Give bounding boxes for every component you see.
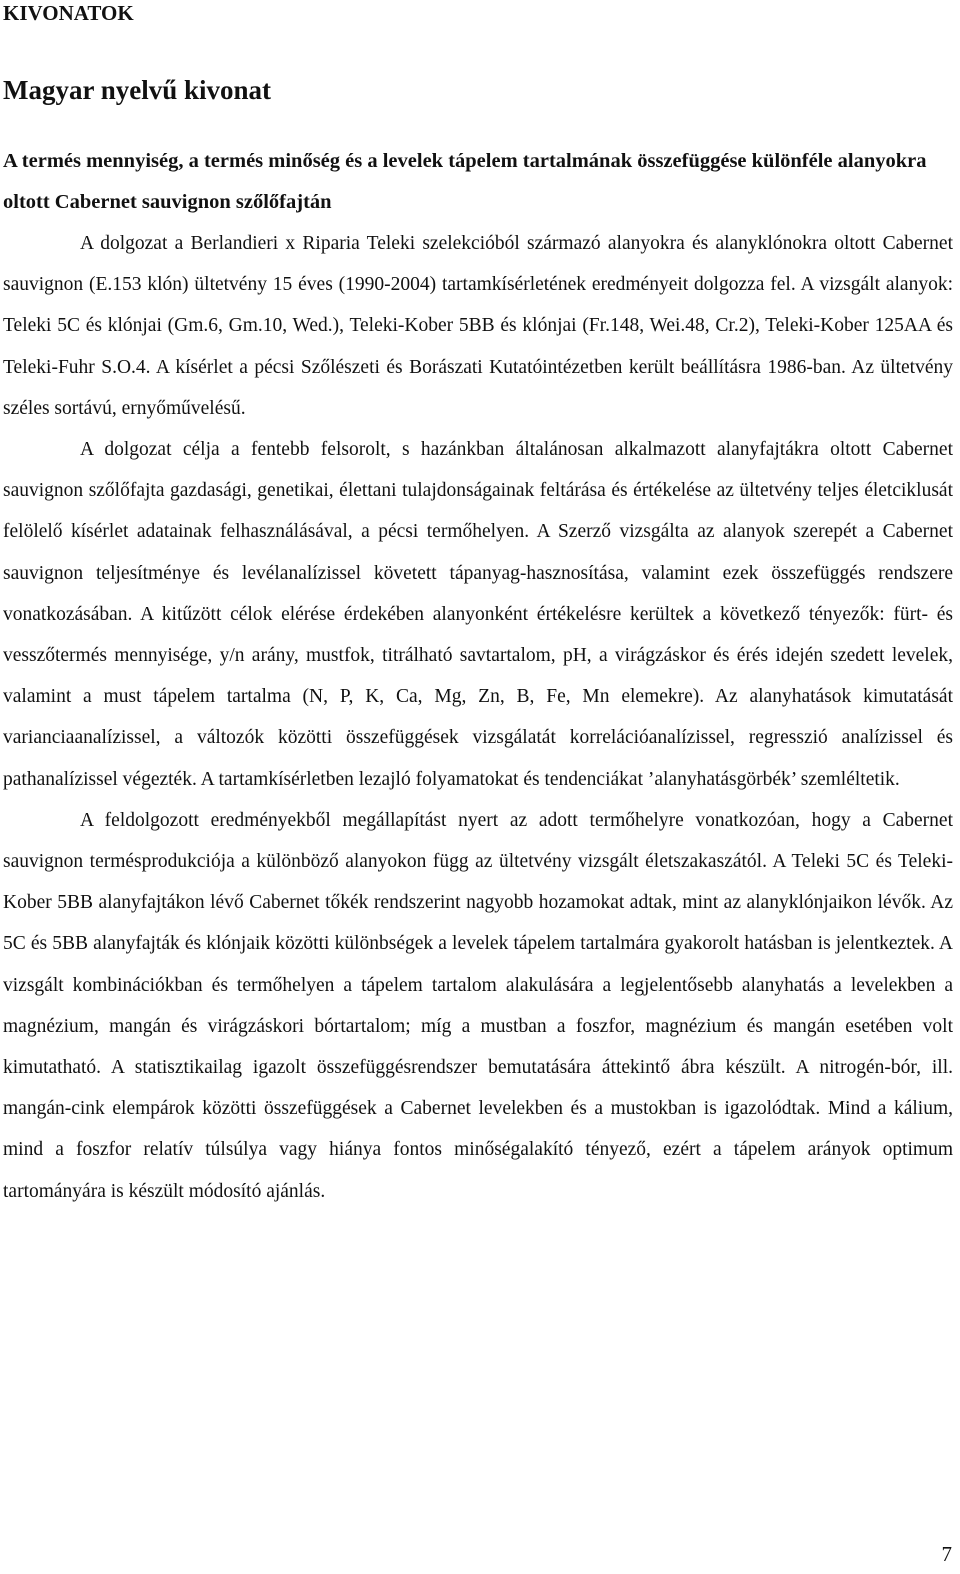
- page-number: 7: [941, 1542, 952, 1566]
- section-heading: KIVONATOK: [3, 1, 134, 25]
- paragraph-1: A dolgozat a Berlandieri x Riparia Teleki szelekcióból származó alanyokra és alanyklónokra oltott Cabernet sauvignon (E.153 klón) ültetvény 15 éves (1990-2004) tartamkísérletének eredményeit dolgozza fel. A vizsgált alanyok: Teleki 5C és klónjai (Gm.6, Gm.10, Wed.), Teleki-Kober 5BB és klónjai (Fr.148, Wei.48, Cr.2), Teleki-Kober 125AA és Teleki-Fuhr S.O.4. A kísérlet a pécsi Szőlészeti és Borászati Kutatóintézetben került beállításra 1986-ban. Az ültetvény széles sortávú, ernyőművelésű.: [3, 233, 953, 419]
- paragraph-2: A dolgozat célja a fentebb felsorolt, s hazánkban általánosan alkalmazott alanyfajtákra oltott Cabernet sauvignon szőlőfajta gazdasági, genetikai, élettani tulajdonságainak feltárása és értékelése az ültetvény teljes életciklusát felölelő kísérlet adatainak felhasználásával, a pécsi termőhelyen. A Szerző vizsgálta az alanyok szerepét a Cabernet sauvignon teljesítménye és levélanalízissel követett tápanyag-hasznosítása, valamint ezek összefüggés rendszere vonatkozásában. A kitűzött célok elérése érdekében alanyonként értékelésre kerültek a következő tényezők: fürt- és vesszőtermés mennyisége, y/n arány, mustfok, titrálható savtartalom, pH, a virágzáskor és érés idején szedett levelek, valamint a must tápelem tartalma (N, P, K, Ca, Mg, Zn, B, Fe, Mn elemekre). Az alanyhatások kimutatását varianciaanalízissel, a változók közötti összefüggések vizsgálatát korrelációanalízissel, regresszió analízissel és pathanalízissel végezték. A tartamkísérletben lezajló folyamatokat és tendenciákat ’alanyhatásgörbék’ szemléltetik.: [3, 439, 953, 790]
- document-page: [3, 0, 953, 1212]
- sub-heading: Magyar nyelvű kivonat: [3, 75, 272, 105]
- paragraph-3: A feldolgozott eredményekből megállapítást nyert az adott termőhelyre vonatkozóan, hogy a Cabernet sauvignon termésprodukciója a különböző alanyokon függ az ültetvény vizsgált életszakaszától. A Teleki 5C és Teleki-Kober 5BB alanyfajtákon lévő Cabernet tőkék rendszerint nagyobb hozamokat adtak, mint az alanyklónjaikon lévők. Az 5C és 5BB alanyfajták és klónjaik közötti különbségek a levelek tápelem tartalmára gyakorolt hatásban is jelentkeztek. A vizsgált kombinációkban és termőhelyen a tápelem tartalom alakulására a legjelentősebb alanyhatás a levelekben a magnézium, mangán és virágzáskori bórtartalom; míg a mustban a foszfor, magnézium és mangán esetében volt kimutatható. A statisztikailag igazolt összefüggésrendszer bemutatására áttekintő ábra készült. A nitrogén-bór, ill. mangán-cink elempárok közötti összefüggések a Cabernet levelekben és a mustokban is igazolódtak. Mind a kálium, mind a foszfor relatív túlsúlya vagy hiánya fontos minőségalakító tényező, ezért a tápelem arányok optimum tartományára is készült módosító ajánlás.: [3, 809, 953, 1202]
- abstract-title: A termés mennyiség, a termés minőség és a levelek tápelem tartalmának összefüggése különféle alanyokra oltott Cabernet sauvignon szőlőfajtán: [3, 150, 927, 213]
